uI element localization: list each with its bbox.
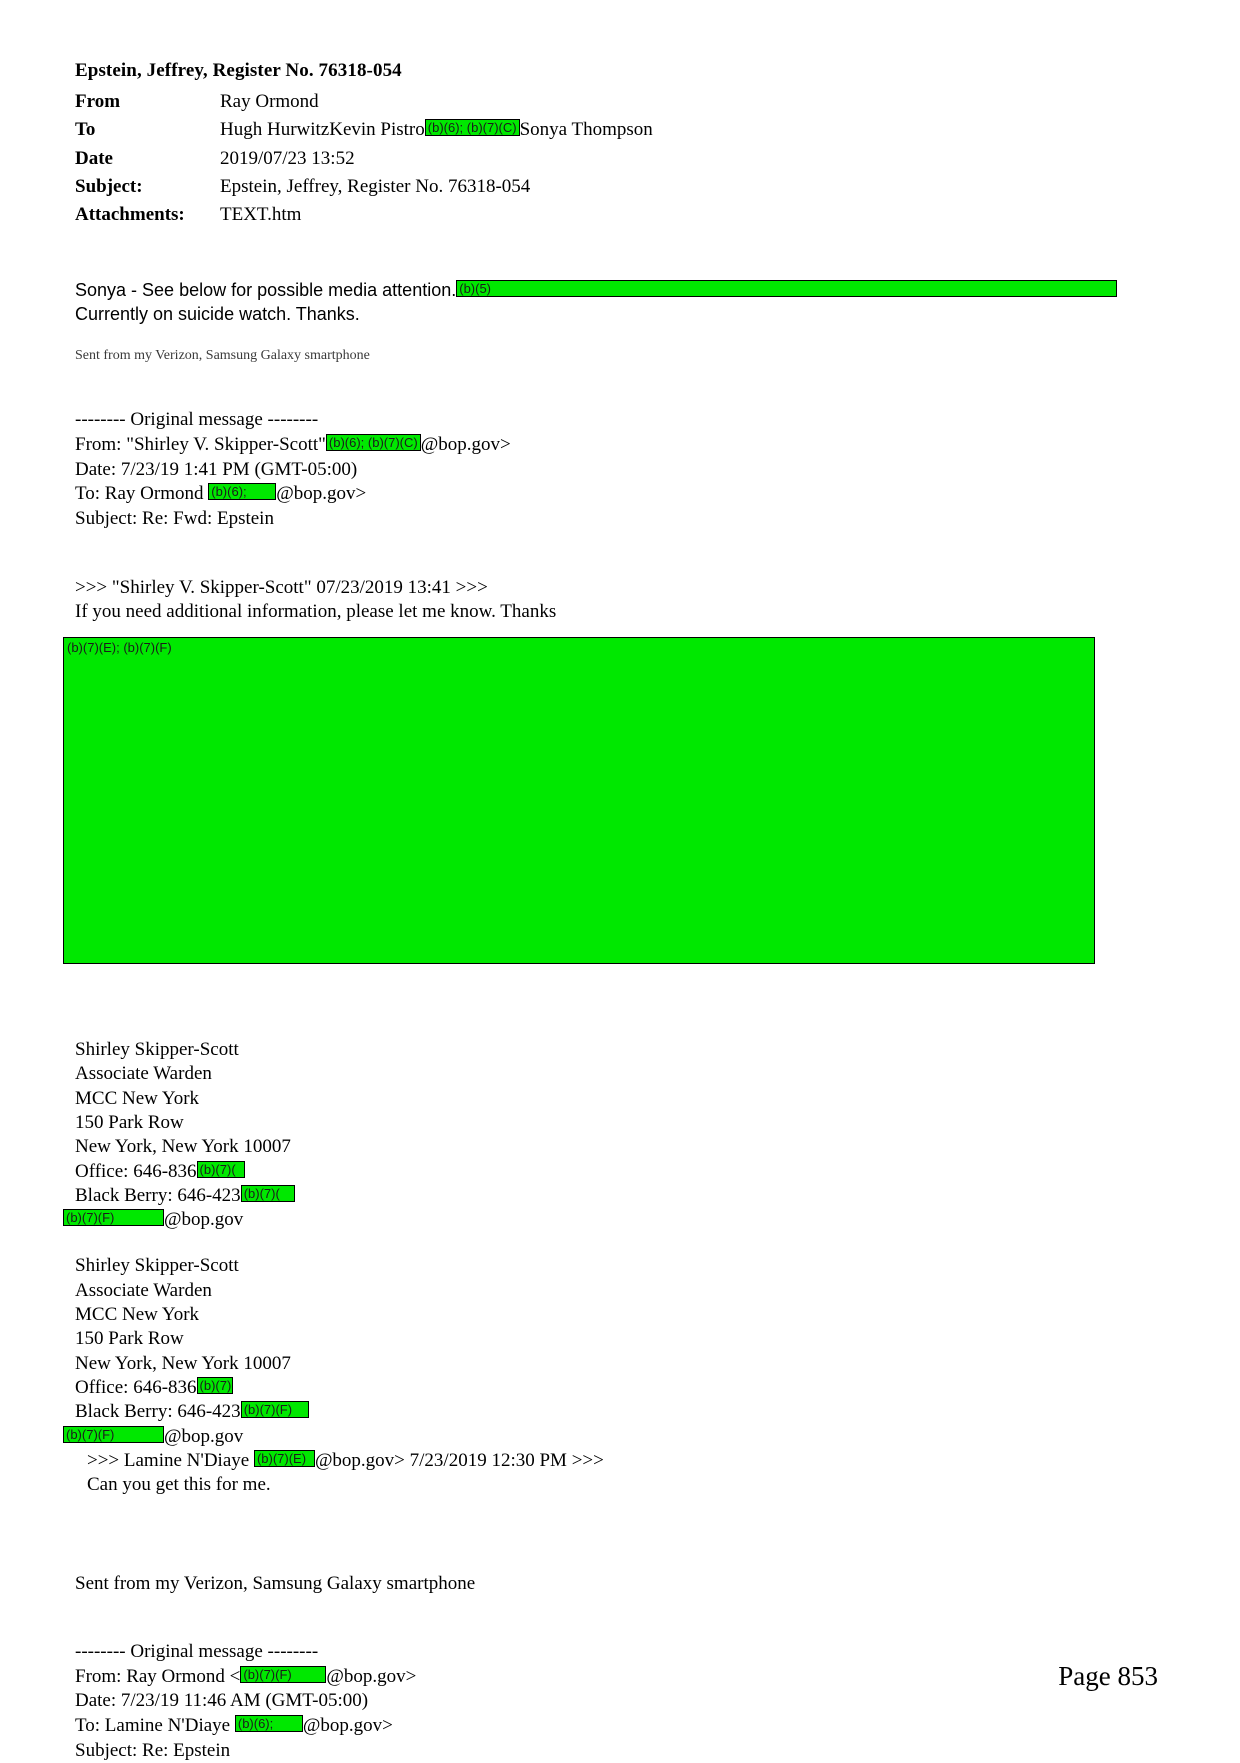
sig1-email-domain: @bop.gov [164, 1209, 244, 1231]
redaction-b5: (b)(5) [456, 280, 1117, 297]
header-value-attachments: TEXT.htm [220, 204, 302, 226]
om2-from-domain: @bop.gov> [326, 1665, 417, 1687]
header-label-subject: Subject: [75, 175, 143, 197]
redaction-block-tag: (b)(7)(E); (b)(7)(F) [67, 639, 172, 655]
message-lead [75, 278, 1160, 327]
message-second-line: Currently on suicide watch. Thanks. [75, 303, 360, 324]
redaction-block-large [63, 637, 1095, 964]
redaction-om1-to: (b)(6); [208, 483, 276, 500]
om1-to-label: To: Ray Ormond [75, 483, 204, 505]
sig2-email [63, 1425, 1160, 1449]
document-content [66, 60, 1160, 1763]
om1-to-domain: @bop.gov> [276, 483, 367, 505]
quoted2-header-part2: @bop.gov> 7/23/2019 12:30 PM >>> [314, 1449, 604, 1471]
sig2-street: 150 Park Row [75, 1328, 184, 1350]
om2-from [75, 1665, 1160, 1690]
header-label-attachments: Attachments: [75, 204, 185, 226]
signature-block-1 [66, 1038, 1160, 1233]
om1-subject: Subject: Re: Fwd: Epstein [75, 507, 274, 529]
sig1-title: Associate Warden [75, 1063, 212, 1085]
redaction-om2-from: (b)(7)(F) [240, 1666, 326, 1683]
signature-block-2 [66, 1254, 1160, 1497]
sig2-city: New York, New York 10007 [75, 1352, 291, 1374]
om1-date: Date: 7/23/19 1:41 PM (GMT-05:00) [75, 458, 358, 480]
redaction-to: (b)(6); (b)(7)(C) [425, 119, 520, 136]
original-message-2 [75, 1640, 1160, 1763]
mobile-signature-2: Sent from my Verizon, Samsung Galaxy smartphone [75, 1572, 476, 1594]
quoted-header: >>> "Shirley V. Skipper-Scott" 07/23/2019 13:41 >>> [75, 576, 488, 598]
sig2-title: Associate Warden [75, 1279, 212, 1301]
quoted-message-1 [75, 576, 1160, 625]
om2-date: Date: 7/23/19 11:46 AM (GMT-05:00) [75, 1690, 369, 1712]
redaction-sig1-bb: (b)(7)( [241, 1185, 295, 1202]
header-row-subject [75, 173, 1160, 201]
om2-to-label: To: Lamine N'Diaye [75, 1714, 231, 1736]
sig2-office [75, 1376, 1160, 1400]
redaction-sig1-office: (b)(7)( [197, 1161, 245, 1178]
om2-to-domain: @bop.gov> [302, 1714, 393, 1736]
sig1-city: New York, New York 10007 [75, 1136, 291, 1158]
spacer [75, 964, 1160, 1038]
header-label-to: To [75, 119, 96, 141]
om2-subject: Subject: Re: Epstein [75, 1739, 231, 1761]
spacer [75, 1232, 1160, 1254]
header-row-to [75, 116, 1160, 144]
om1-to [75, 482, 1160, 507]
original-message-1 [75, 408, 1160, 531]
om2-from-label: From: Ray Ormond < [75, 1665, 241, 1687]
sig1-office-label: Office: 646-836 [75, 1160, 197, 1182]
redaction-sig1-email: (b)(7)(F) [63, 1209, 164, 1226]
redaction-sig2-email: (b)(7)(F) [63, 1426, 164, 1443]
quoted2-header-part1: >>> Lamine N'Diaye [87, 1449, 250, 1471]
sig2-facility: MCC New York [75, 1304, 200, 1326]
sig1-street: 150 Park Row [75, 1111, 184, 1133]
sig2-name: Shirley Skipper-Scott [75, 1255, 239, 1277]
sig1-bb-label: Black Berry: 646-423 [75, 1184, 241, 1206]
header-row-date [75, 145, 1160, 173]
header-to-part1: Hugh HurwitzKevin Pistro [220, 119, 425, 141]
sig1-office [75, 1160, 1160, 1184]
message-lead-text: Sonya - See below for possible media attention. [75, 279, 457, 300]
sig2-bb-label: Black Berry: 646-423 [75, 1401, 241, 1423]
quoted-line: If you need additional information, please let me know. Thanks [75, 601, 557, 623]
header-label-date: Date [75, 147, 113, 169]
sig2-office-label: Office: 646-836 [75, 1377, 197, 1399]
sig1-name: Shirley Skipper-Scott [75, 1038, 239, 1060]
spacer [75, 1498, 1160, 1572]
sig1-email [63, 1208, 1160, 1232]
email-header-table [75, 88, 1160, 230]
header-row-from [75, 88, 1160, 116]
redaction-om2-to: (b)(6); [235, 1715, 303, 1732]
page-number: Page 853 [1058, 1661, 1158, 1691]
om1-from-domain: @bop.gov> [420, 433, 511, 455]
om2-to [75, 1714, 1160, 1739]
header-value-from: Ray Ormond [220, 91, 319, 112]
header-row-attachments [75, 201, 1160, 229]
sig2-email-domain: @bop.gov [164, 1425, 244, 1447]
redaction-quoted2: (b)(7)(E) [254, 1450, 315, 1467]
om1-from-label: From: "Shirley V. Skipper-Scott" [75, 433, 326, 455]
page-title: Epstein, Jeffrey, Register No. 76318-054 [75, 60, 402, 81]
redaction-sig2-bb: (b)(7)(F) [241, 1401, 309, 1418]
om1-divider: -------- Original message -------- [75, 409, 319, 431]
header-to-part2: Sonya Thompson [519, 119, 653, 141]
redaction-sig2-office: (b)(7) [197, 1377, 233, 1394]
redaction-om1-from: (b)(6); (b)(7)(C) [326, 434, 421, 451]
mobile-signature: Sent from my Verizon, Samsung Galaxy smartphone [75, 348, 370, 364]
header-label-from: From [75, 91, 121, 112]
header-value-to [220, 116, 1160, 144]
om2-divider: -------- Original message -------- [75, 1640, 319, 1662]
header-value-subject: Epstein, Jeffrey, Register No. 76318-054 [220, 175, 531, 197]
header-value-date: 2019/07/23 13:52 [220, 147, 355, 169]
sig1-blackberry [75, 1184, 1160, 1208]
quoted2-line: Can you get this for me. [87, 1474, 271, 1496]
sig1-facility: MCC New York [75, 1087, 200, 1109]
quoted2-header [87, 1449, 1160, 1473]
sig2-blackberry [75, 1400, 1160, 1424]
om1-from [75, 433, 1160, 458]
